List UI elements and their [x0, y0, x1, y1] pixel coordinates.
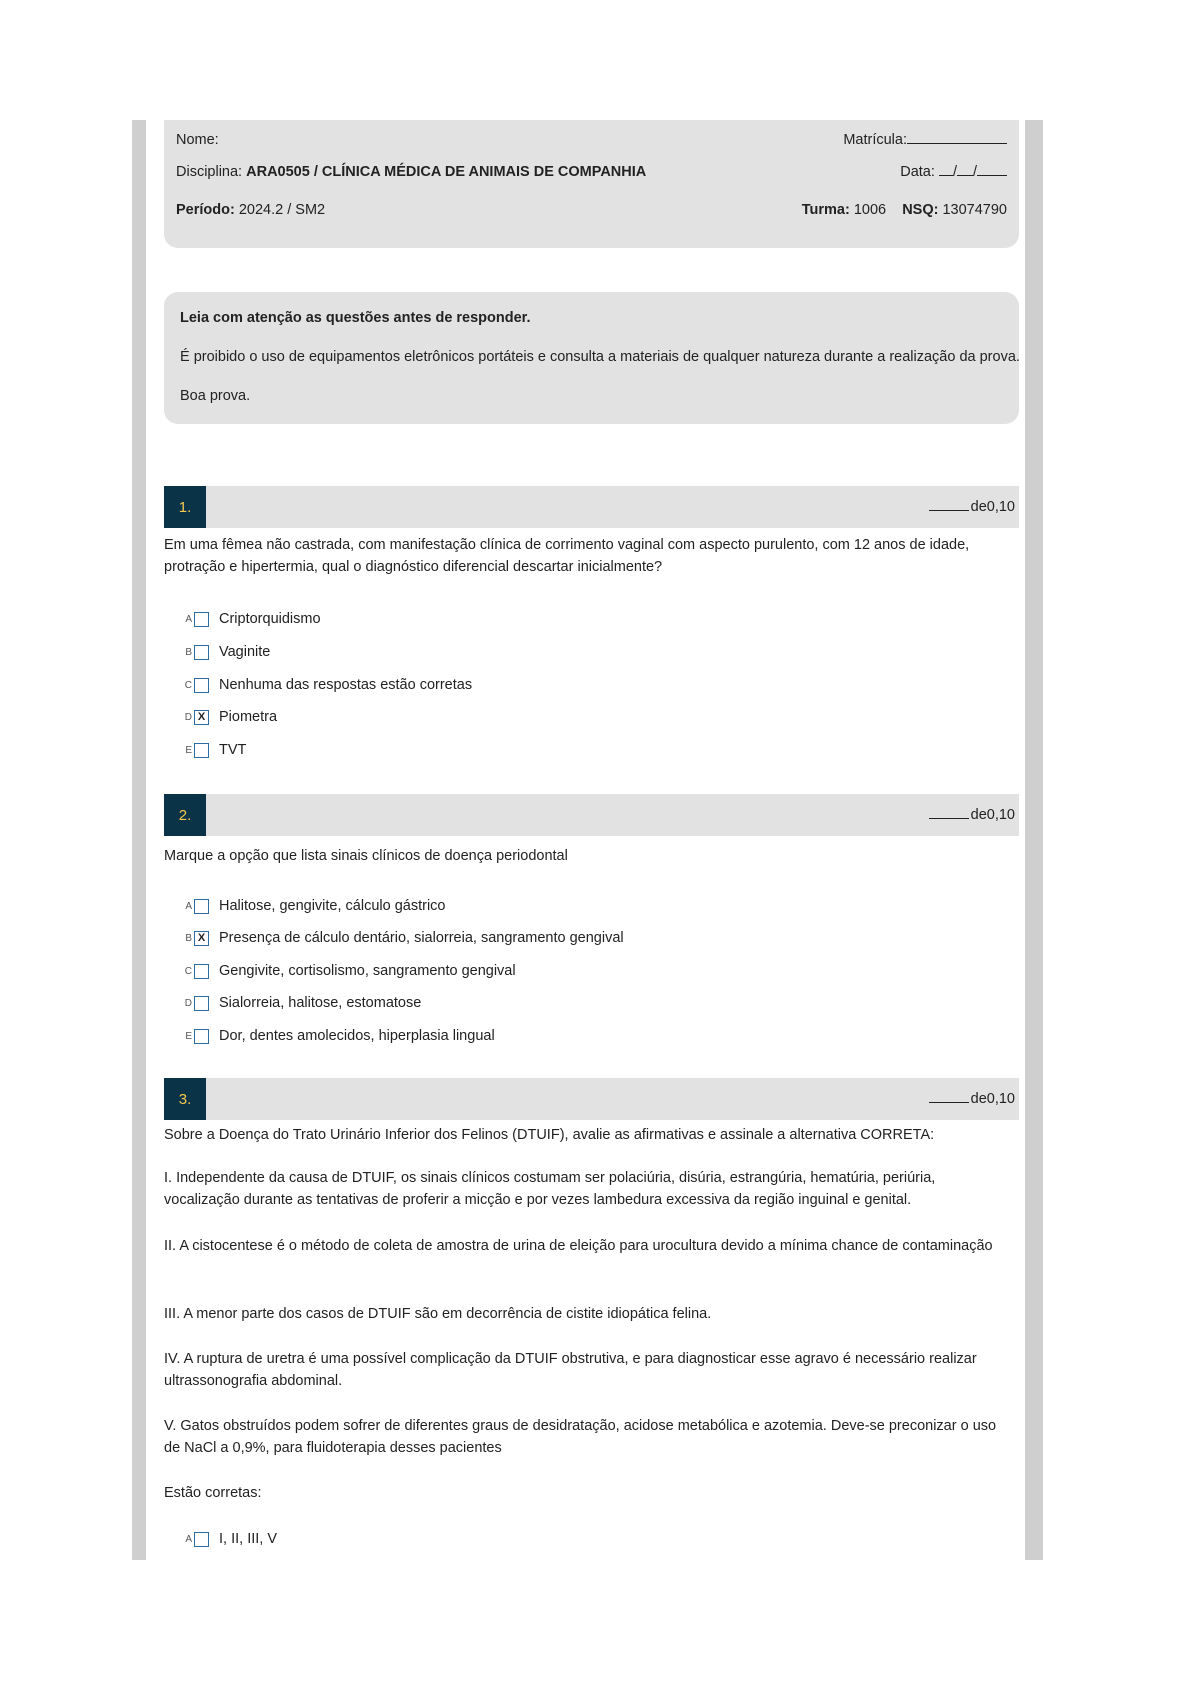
data-month-blank	[957, 164, 973, 176]
checkbox[interactable]	[194, 1532, 209, 1547]
data-label: Data:	[900, 164, 935, 180]
data-day-blank	[939, 164, 953, 176]
question-number: 3.	[164, 1078, 206, 1120]
statement-i: I. Independente da causa de DTUIF, os sinais clínicos costumam ser polaciúria, disúria, estrangúria, hematúria, periúria, vocalização durante as tentativas de proferir a micção e por vezes lambedura excessiva da região inguinal e genital.	[164, 1170, 936, 1208]
question-1-text: Em uma fêmea não castrada, com manifestação clínica de corrimento vaginal com aspecto purulento, com 12 anos de idade, protração e hipertermia, qual o diagnóstico diferencial descartar inicialmente?	[164, 537, 970, 575]
question-3-closing: Estão corretas:	[164, 1485, 262, 1501]
option-1b[interactable]	[182, 641, 270, 663]
checkbox-checked[interactable]: X	[194, 710, 209, 725]
option-letter: D	[184, 997, 192, 1009]
option-letter: E	[185, 744, 192, 756]
checkbox[interactable]	[194, 645, 209, 660]
option-text: Nenhuma das respostas estão corretas	[219, 677, 473, 693]
question-score	[929, 499, 1015, 515]
option-letter: C	[184, 965, 192, 977]
question-2-text: Marque a opção que lista sinais clínicos de doença periodontal	[164, 848, 568, 864]
checkbox[interactable]	[194, 899, 209, 914]
statement-v: V. Gatos obstruídos podem sofrer de diferentes graus de desidratação, acidose metabólica e azotemia. Deve-se preconizar o uso de NaCl a 0,9%, para fluidoterapia desses pacientes	[164, 1418, 997, 1456]
question-score	[929, 807, 1015, 823]
periodo-value: 2024.2 / SM2	[238, 202, 326, 218]
checkbox[interactable]	[194, 964, 209, 979]
exam-header	[164, 120, 1019, 248]
turma-value: 1006	[853, 202, 887, 218]
option-letter: E	[185, 1030, 192, 1042]
statement-ii: II. A cistocentese é o método de coleta de amostra de urina de eleição para urocultura devido a mínima chance de contaminação	[164, 1238, 993, 1254]
option-text: Criptorquidismo	[219, 611, 321, 627]
option-2c[interactable]	[182, 960, 516, 982]
question-number: 1.	[164, 486, 206, 528]
option-2b[interactable]	[182, 927, 624, 949]
score-text: de0,10	[970, 499, 1015, 515]
statement-iv: IV. A ruptura de uretra é uma possível complicação da DTUIF obstrutiva, e para diagnosticar esse agravo é necessário realizar ultrassonografia abdominal.	[164, 1351, 977, 1389]
nsq-value: 13074790	[942, 202, 1007, 218]
option-letter: C	[184, 679, 192, 691]
question-1-bar	[164, 486, 1019, 528]
option-text: Gengivite, cortisolismo, sangramento gengival	[219, 963, 516, 979]
option-text: Piometra	[219, 709, 278, 725]
instructions-box	[164, 292, 1019, 424]
data-separator: /	[972, 164, 977, 180]
question-3-bar	[164, 1078, 1019, 1120]
nsq-label: NSQ:	[902, 202, 939, 218]
option-letter: A	[185, 900, 192, 912]
option-letter: B	[185, 932, 192, 944]
matricula-blank	[907, 132, 1007, 144]
matricula-label: Matrícula:	[843, 132, 907, 148]
checkbox[interactable]	[194, 996, 209, 1011]
option-1a[interactable]	[182, 608, 321, 630]
instruction-line-2: É proibido o uso de equipamentos eletrônicos portáteis e consulta a materiais de qualquer natureza durante a realização da prova.	[180, 349, 1020, 365]
instruction-line-3: Boa prova.	[180, 388, 251, 404]
option-letter: A	[185, 1533, 192, 1545]
option-letter: B	[185, 646, 192, 658]
exam-sheet	[132, 120, 1043, 1560]
question-3-intro: Sobre a Doença do Trato Urinário Inferior dos Felinos (DTUIF), avalie as afirmativas e assinale a alternativa CORRETA:	[164, 1127, 935, 1143]
instruction-line-1: Leia com atenção as questões antes de responder.	[180, 310, 531, 326]
option-2e[interactable]	[182, 1025, 495, 1047]
checkbox[interactable]	[194, 1029, 209, 1044]
option-text: I, II, III, V	[219, 1531, 278, 1547]
score-text: de0,10	[970, 1091, 1015, 1107]
statement-iii: III. A menor parte dos casos de DTUIF são em decorrência de cistite idiopática felina.	[164, 1306, 712, 1322]
option-text: Dor, dentes amolecidos, hiperplasia lingual	[219, 1028, 495, 1044]
score-text: de0,10	[970, 807, 1015, 823]
option-text: TVT	[219, 742, 247, 758]
option-2a[interactable]	[182, 895, 445, 917]
option-1e[interactable]	[182, 739, 246, 761]
option-3a[interactable]	[182, 1528, 277, 1550]
periodo-label: Período:	[176, 202, 235, 218]
option-text: Vaginite	[219, 644, 271, 660]
option-1c[interactable]	[182, 674, 472, 696]
option-text: Halitose, gengivite, cálculo gástrico	[219, 898, 446, 914]
question-number: 2.	[164, 794, 206, 836]
checkbox[interactable]	[194, 743, 209, 758]
disciplina-value: ARA0505 / CLÍNICA MÉDICA DE ANIMAIS DE COMPANHIA	[246, 164, 647, 180]
data-separator: /	[952, 164, 957, 180]
option-1d[interactable]	[182, 706, 277, 728]
checkbox-checked[interactable]: X	[194, 931, 209, 946]
option-text: Presença de cálculo dentário, sialorreia, sangramento gengival	[219, 930, 624, 946]
question-score	[929, 1091, 1015, 1107]
checkbox[interactable]	[194, 612, 209, 627]
option-2d[interactable]	[182, 992, 421, 1014]
data-year-blank	[977, 164, 1007, 176]
nome-label: Nome:	[176, 132, 219, 148]
turma-label: Turma:	[801, 202, 850, 218]
option-letter: A	[185, 613, 192, 625]
disciplina-label: Disciplina:	[176, 164, 243, 180]
question-2-bar	[164, 794, 1019, 836]
checkbox[interactable]	[194, 678, 209, 693]
option-letter: D	[184, 711, 192, 723]
option-text: Sialorreia, halitose, estomatose	[219, 995, 422, 1011]
